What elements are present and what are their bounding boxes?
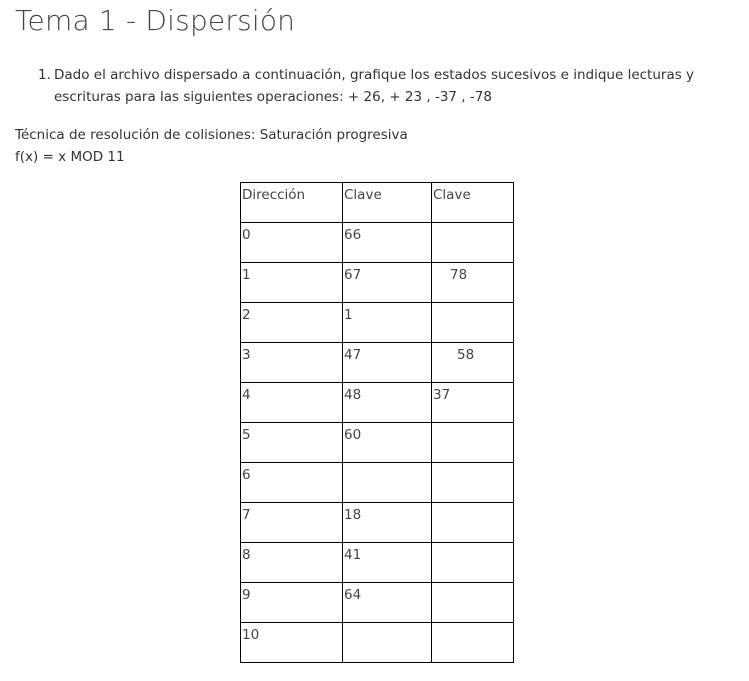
cell-clave-2	[432, 223, 514, 263]
cell-direccion: 1	[241, 263, 343, 303]
cell-clave: 48	[343, 383, 432, 423]
question-text: Dado el archivo dispersado a continuación, grafique los estados sucesivos e indique lecturas y escrituras para las siguientes operaciones: + 26, + 23 , -37 , -78	[54, 67, 695, 105]
page-title: Tema 1 - Dispersión	[15, 4, 296, 37]
table-row	[241, 463, 514, 503]
cell-clave-2: 37	[432, 383, 514, 423]
cell-direccion: 10	[241, 623, 343, 663]
table-row	[241, 423, 514, 463]
table-row	[241, 543, 514, 583]
cell-clave: 41	[343, 543, 432, 583]
cell-clave-2	[432, 423, 514, 463]
question-number: 1.	[38, 67, 51, 83]
cell-clave-2	[432, 583, 514, 623]
column-header-direccion: Dirección	[241, 183, 343, 223]
cell-clave-2: 78	[432, 263, 514, 303]
cell-clave-2	[432, 623, 514, 663]
table-row	[241, 583, 514, 623]
cell-clave	[343, 623, 432, 663]
cell-clave: 47	[343, 343, 432, 383]
table-row	[241, 383, 514, 423]
question-item	[38, 64, 743, 108]
column-header-clave-2: Clave	[432, 183, 514, 223]
cell-direccion: 6	[241, 463, 343, 503]
cell-clave: 60	[343, 423, 432, 463]
table-row	[241, 623, 514, 663]
cell-direccion: 0	[241, 223, 343, 263]
cell-direccion: 2	[241, 303, 343, 343]
table-row	[241, 503, 514, 543]
exercise-details	[15, 124, 408, 168]
cell-clave: 1	[343, 303, 432, 343]
cell-direccion: 3	[241, 343, 343, 383]
cell-clave-2	[432, 303, 514, 343]
cell-clave: 64	[343, 583, 432, 623]
hash-function: f(x) = x MOD 11	[15, 149, 125, 165]
cell-clave	[343, 463, 432, 503]
table-header-row	[241, 183, 514, 223]
collision-technique: Técnica de resolución de colisiones: Saturación progresiva	[15, 127, 408, 143]
table-row	[241, 263, 514, 303]
cell-direccion: 7	[241, 503, 343, 543]
hash-table	[240, 182, 514, 663]
table-row	[241, 343, 514, 383]
cell-clave-2	[432, 463, 514, 503]
cell-direccion: 8	[241, 543, 343, 583]
cell-direccion: 5	[241, 423, 343, 463]
cell-clave-2	[432, 543, 514, 583]
table-row	[241, 223, 514, 263]
cell-clave-2	[432, 503, 514, 543]
cell-direccion: 9	[241, 583, 343, 623]
cell-direccion: 4	[241, 383, 343, 423]
column-header-clave: Clave	[343, 183, 432, 223]
table-row	[241, 303, 514, 343]
cell-clave-2: 58	[432, 343, 514, 383]
cell-clave: 18	[343, 503, 432, 543]
cell-clave: 66	[343, 223, 432, 263]
cell-clave: 67	[343, 263, 432, 303]
